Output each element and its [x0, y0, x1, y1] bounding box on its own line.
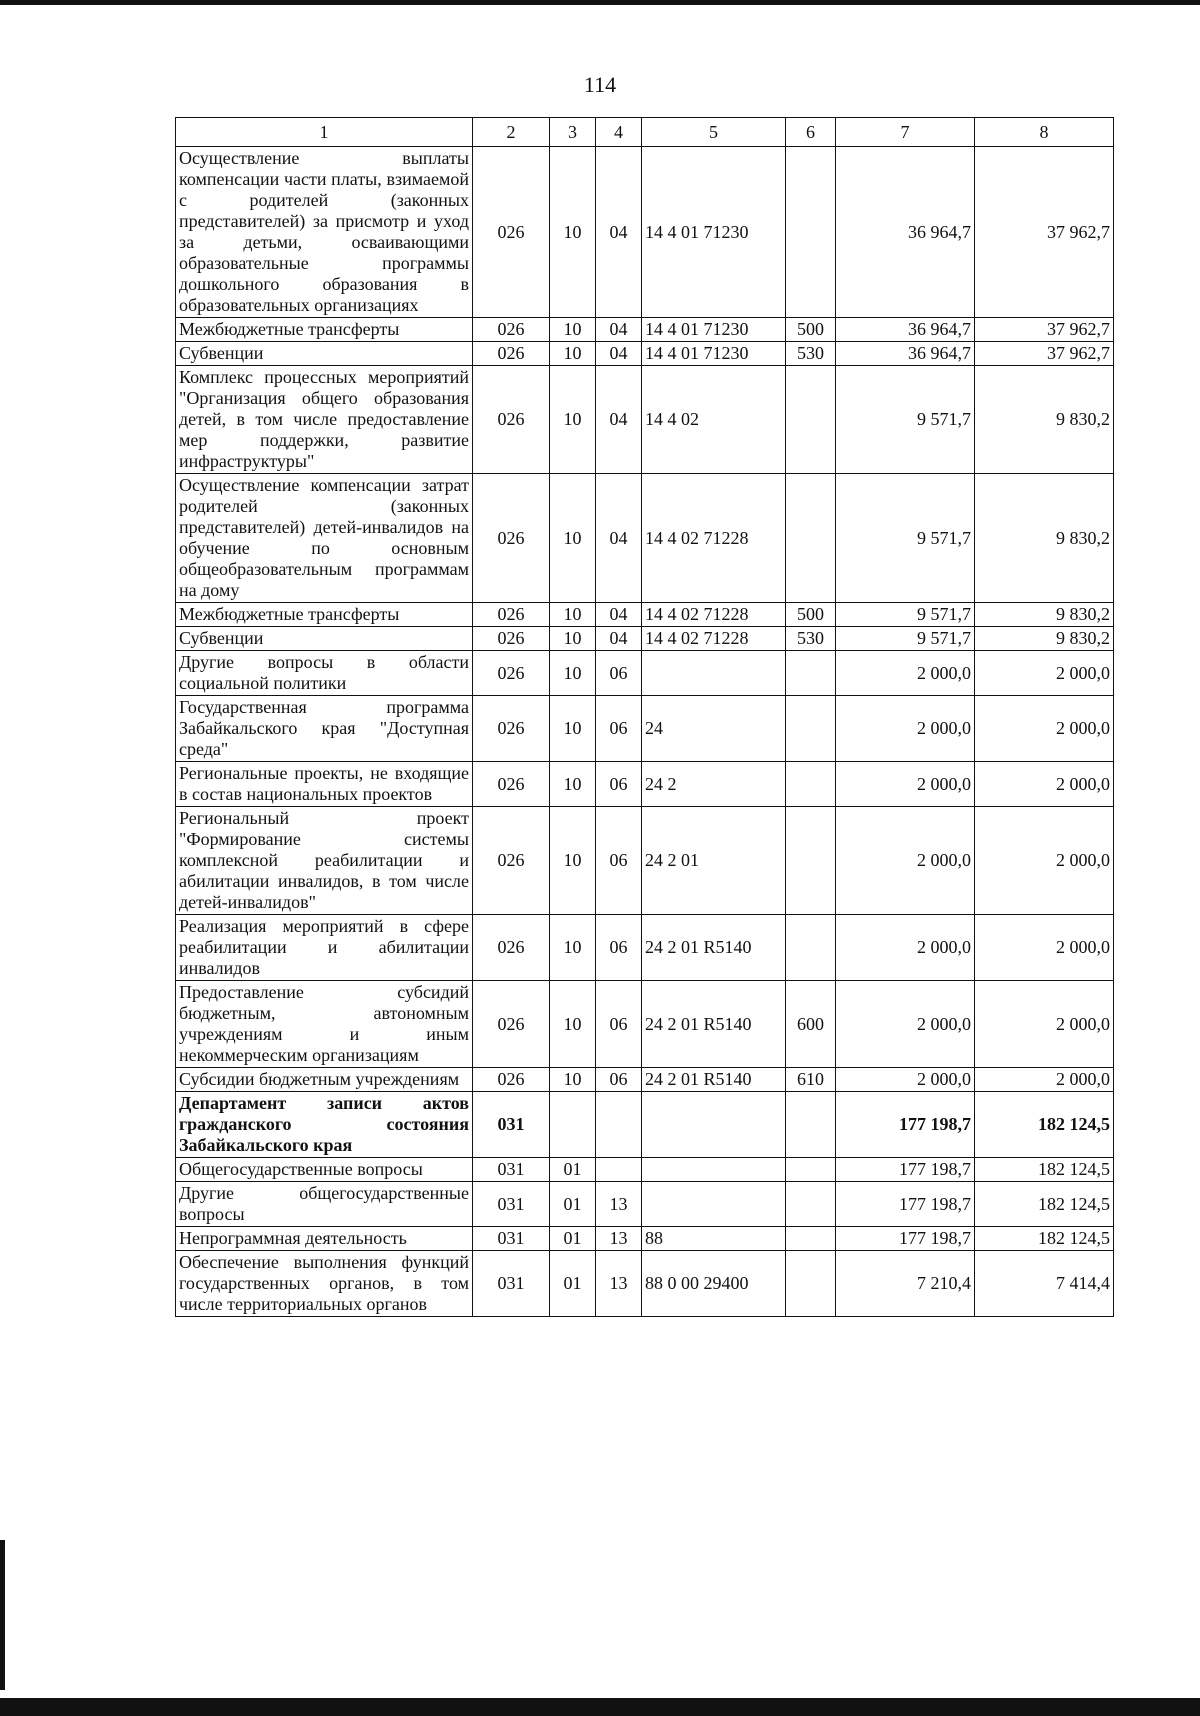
row-name-cell: Межбюджетные трансферты: [176, 603, 473, 627]
row-amount-1-cell: 7 210,4: [836, 1251, 975, 1317]
row-subsection-cell: 04: [596, 147, 642, 318]
row-amount-1-cell: 2 000,0: [836, 762, 975, 807]
row-subsection-cell: 13: [596, 1227, 642, 1251]
row-name-cell: Субвенции: [176, 342, 473, 366]
row-name-cell: Департамент записи актов гражданского состояния Забайкальского края: [176, 1092, 473, 1158]
row-expense-type-cell: [786, 762, 836, 807]
table-row: [176, 1227, 1114, 1251]
row-amount-1-cell: 177 198,7: [836, 1227, 975, 1251]
row-amount-1-cell: 2 000,0: [836, 807, 975, 915]
row-name-cell: Реализация мероприятий в сфере реабилитации и абилитации инвалидов: [176, 915, 473, 981]
row-code-cell: 026: [473, 603, 550, 627]
column-header-3: 3: [550, 118, 596, 147]
row-expense-type-cell: 500: [786, 603, 836, 627]
row-section-cell: 10: [550, 627, 596, 651]
row-amount-1-cell: 9 571,7: [836, 627, 975, 651]
row-section-cell: 10: [550, 474, 596, 603]
row-code-cell: 031: [473, 1251, 550, 1317]
row-target-article-cell: 14 4 01 71230: [642, 342, 786, 366]
row-amount-2-cell: 2 000,0: [975, 981, 1114, 1068]
row-target-article-cell: 24 2: [642, 762, 786, 807]
row-amount-2-cell: 2 000,0: [975, 696, 1114, 762]
row-subsection-cell: 04: [596, 627, 642, 651]
column-header-4: 4: [596, 118, 642, 147]
row-code-cell: 031: [473, 1182, 550, 1227]
row-subsection-cell: 06: [596, 762, 642, 807]
row-name-cell: Общегосударственные вопросы: [176, 1158, 473, 1182]
row-amount-1-cell: 9 571,7: [836, 366, 975, 474]
row-amount-2-cell: 37 962,7: [975, 342, 1114, 366]
row-name-cell: Другие общегосударственные вопросы: [176, 1182, 473, 1227]
row-amount-2-cell: 2 000,0: [975, 807, 1114, 915]
table-row: [176, 915, 1114, 981]
row-section-cell: 01: [550, 1158, 596, 1182]
row-amount-1-cell: 177 198,7: [836, 1092, 975, 1158]
row-amount-2-cell: 2 000,0: [975, 1068, 1114, 1092]
scan-border-bottom: [0, 1698, 1200, 1716]
row-subsection-cell: [596, 1158, 642, 1182]
row-code-cell: 026: [473, 915, 550, 981]
row-amount-1-cell: 9 571,7: [836, 474, 975, 603]
scan-border-left: [0, 1540, 5, 1690]
row-code-cell: 026: [473, 981, 550, 1068]
row-section-cell: 01: [550, 1251, 596, 1317]
row-target-article-cell: 88: [642, 1227, 786, 1251]
row-expense-type-cell: [786, 696, 836, 762]
row-target-article-cell: [642, 1182, 786, 1227]
table-row: [176, 474, 1114, 603]
row-expense-type-cell: [786, 474, 836, 603]
budget-table: [175, 117, 1114, 1317]
row-subsection-cell: 04: [596, 603, 642, 627]
row-amount-2-cell: 7 414,4: [975, 1251, 1114, 1317]
row-amount-1-cell: 177 198,7: [836, 1158, 975, 1182]
row-amount-2-cell: 2 000,0: [975, 651, 1114, 696]
row-section-cell: 10: [550, 318, 596, 342]
row-target-article-cell: 24 2 01 R5140: [642, 915, 786, 981]
table-row: [176, 807, 1114, 915]
table-row: [176, 1251, 1114, 1317]
row-section-cell: 10: [550, 762, 596, 807]
table-row: [176, 318, 1114, 342]
page-number: 114: [583, 72, 617, 97]
row-section-cell: 10: [550, 696, 596, 762]
row-target-article-cell: 14 4 01 71230: [642, 318, 786, 342]
row-target-article-cell: [642, 651, 786, 696]
row-amount-1-cell: 36 964,7: [836, 318, 975, 342]
row-code-cell: 031: [473, 1158, 550, 1182]
row-amount-1-cell: 177 198,7: [836, 1182, 975, 1227]
row-section-cell: 10: [550, 981, 596, 1068]
row-name-cell: Обеспечение выполнения функций государственных органов, в том числе территориальных органов: [176, 1251, 473, 1317]
row-expense-type-cell: [786, 1227, 836, 1251]
row-expense-type-cell: 500: [786, 318, 836, 342]
row-amount-1-cell: 36 964,7: [836, 147, 975, 318]
row-subsection-cell: 06: [596, 807, 642, 915]
row-name-cell: Государственная программа Забайкальского края "Доступная среда": [176, 696, 473, 762]
column-header-7: 7: [836, 118, 975, 147]
row-section-cell: 10: [550, 651, 596, 696]
row-name-cell: Предоставление субсидий бюджетным, автономным учреждениям и иным некоммерческим организациям: [176, 981, 473, 1068]
row-expense-type-cell: [786, 1158, 836, 1182]
column-header-2: 2: [473, 118, 550, 147]
table-row: [176, 1158, 1114, 1182]
table-row: [176, 1092, 1114, 1158]
table-row: [176, 981, 1114, 1068]
row-code-cell: 026: [473, 762, 550, 807]
row-expense-type-cell: 530: [786, 627, 836, 651]
row-name-cell: Непрограммная деятельность: [176, 1227, 473, 1251]
row-amount-1-cell: 2 000,0: [836, 1068, 975, 1092]
row-expense-type-cell: 530: [786, 342, 836, 366]
row-subsection-cell: 06: [596, 651, 642, 696]
row-expense-type-cell: 610: [786, 1068, 836, 1092]
table-row: [176, 1182, 1114, 1227]
row-name-cell: Субсидии бюджетным учреждениям: [176, 1068, 473, 1092]
row-name-cell: Межбюджетные трансферты: [176, 318, 473, 342]
row-expense-type-cell: [786, 915, 836, 981]
row-code-cell: 026: [473, 318, 550, 342]
row-name-cell: Другие вопросы в области социальной политики: [176, 651, 473, 696]
row-target-article-cell: [642, 1092, 786, 1158]
table-row: [176, 147, 1114, 318]
row-name-cell: Региональный проект "Формирование системы комплексной реабилитации и абилитации инвалидов, в том числе детей-инвалидов": [176, 807, 473, 915]
row-section-cell: 01: [550, 1182, 596, 1227]
row-section-cell: 10: [550, 603, 596, 627]
row-target-article-cell: [642, 1158, 786, 1182]
row-name-cell: Комплекс процессных мероприятий "Организация общего образования детей, в том числе предоставление мер поддержки, развитие инфраструктуры": [176, 366, 473, 474]
column-header-8: 8: [975, 118, 1114, 147]
row-target-article-cell: 24: [642, 696, 786, 762]
row-subsection-cell: 04: [596, 474, 642, 603]
table-row: [176, 651, 1114, 696]
row-amount-2-cell: 2 000,0: [975, 915, 1114, 981]
row-amount-2-cell: 2 000,0: [975, 762, 1114, 807]
row-amount-1-cell: 2 000,0: [836, 651, 975, 696]
row-subsection-cell: 06: [596, 981, 642, 1068]
row-code-cell: 026: [473, 366, 550, 474]
table-row: [176, 366, 1114, 474]
row-amount-2-cell: 9 830,2: [975, 603, 1114, 627]
row-amount-1-cell: 2 000,0: [836, 915, 975, 981]
row-code-cell: 026: [473, 474, 550, 603]
table-row: [176, 696, 1114, 762]
row-amount-2-cell: 182 124,5: [975, 1227, 1114, 1251]
row-expense-type-cell: [786, 651, 836, 696]
row-amount-1-cell: 36 964,7: [836, 342, 975, 366]
row-name-cell: Осуществление выплаты компенсации части платы, взимаемой с родителей (законных представителей) за присмотр и уход за детьми, осваивающими образовательные программы дошкольного образования в образовательных организациях: [176, 147, 473, 318]
row-target-article-cell: 14 4 02: [642, 366, 786, 474]
table-row: [176, 1068, 1114, 1092]
row-amount-2-cell: 9 830,2: [975, 366, 1114, 474]
row-target-article-cell: 88 0 00 29400: [642, 1251, 786, 1317]
row-section-cell: 10: [550, 366, 596, 474]
row-section-cell: 10: [550, 342, 596, 366]
row-code-cell: 031: [473, 1227, 550, 1251]
row-code-cell: 026: [473, 627, 550, 651]
row-expense-type-cell: [786, 366, 836, 474]
column-header-5: 5: [642, 118, 786, 147]
row-expense-type-cell: [786, 1092, 836, 1158]
table-row: [176, 603, 1114, 627]
column-header-1: 1: [176, 118, 473, 147]
row-code-cell: 026: [473, 807, 550, 915]
row-expense-type-cell: [786, 147, 836, 318]
row-section-cell: [550, 1092, 596, 1158]
row-amount-1-cell: 9 571,7: [836, 603, 975, 627]
row-subsection-cell: 04: [596, 342, 642, 366]
row-target-article-cell: 14 4 02 71228: [642, 627, 786, 651]
row-section-cell: 10: [550, 915, 596, 981]
table-row: [176, 342, 1114, 366]
scan-border-top: [0, 0, 1200, 5]
row-name-cell: Осуществление компенсации затрат родителей (законных представителей) детей-инвалидов на обучение по основным общеобразовательным программам на дому: [176, 474, 473, 603]
row-target-article-cell: 24 2 01 R5140: [642, 981, 786, 1068]
row-amount-2-cell: 37 962,7: [975, 147, 1114, 318]
row-code-cell: 026: [473, 1068, 550, 1092]
row-code-cell: 026: [473, 342, 550, 366]
row-amount-2-cell: 182 124,5: [975, 1158, 1114, 1182]
row-code-cell: 026: [473, 147, 550, 318]
row-name-cell: Региональные проекты, не входящие в состав национальных проектов: [176, 762, 473, 807]
row-subsection-cell: 06: [596, 1068, 642, 1092]
row-subsection-cell: 04: [596, 318, 642, 342]
row-expense-type-cell: [786, 1182, 836, 1227]
row-target-article-cell: 24 2 01 R5140: [642, 1068, 786, 1092]
row-amount-2-cell: 9 830,2: [975, 627, 1114, 651]
row-subsection-cell: 06: [596, 696, 642, 762]
table-row: [176, 762, 1114, 807]
column-header-6: 6: [786, 118, 836, 147]
row-subsection-cell: 04: [596, 366, 642, 474]
row-code-cell: 026: [473, 651, 550, 696]
row-amount-2-cell: 37 962,7: [975, 318, 1114, 342]
row-name-cell: Субвенции: [176, 627, 473, 651]
row-code-cell: 026: [473, 696, 550, 762]
row-code-cell: 031: [473, 1092, 550, 1158]
row-section-cell: 01: [550, 1227, 596, 1251]
row-target-article-cell: 14 4 01 71230: [642, 147, 786, 318]
table-body: [176, 147, 1114, 1317]
row-subsection-cell: 13: [596, 1251, 642, 1317]
row-subsection-cell: [596, 1092, 642, 1158]
row-expense-type-cell: [786, 807, 836, 915]
row-target-article-cell: 14 4 02 71228: [642, 603, 786, 627]
row-expense-type-cell: 600: [786, 981, 836, 1068]
row-amount-2-cell: 9 830,2: [975, 474, 1114, 603]
row-amount-2-cell: 182 124,5: [975, 1182, 1114, 1227]
table-row: [176, 627, 1114, 651]
row-expense-type-cell: [786, 1251, 836, 1317]
row-target-article-cell: 24 2 01: [642, 807, 786, 915]
row-subsection-cell: 06: [596, 915, 642, 981]
row-amount-2-cell: 182 124,5: [975, 1092, 1114, 1158]
row-section-cell: 10: [550, 1068, 596, 1092]
row-amount-1-cell: 2 000,0: [836, 696, 975, 762]
table-header-row: [176, 118, 1114, 147]
row-section-cell: 10: [550, 147, 596, 318]
row-subsection-cell: 13: [596, 1182, 642, 1227]
row-section-cell: 10: [550, 807, 596, 915]
row-amount-1-cell: 2 000,0: [836, 981, 975, 1068]
row-target-article-cell: 14 4 02 71228: [642, 474, 786, 603]
